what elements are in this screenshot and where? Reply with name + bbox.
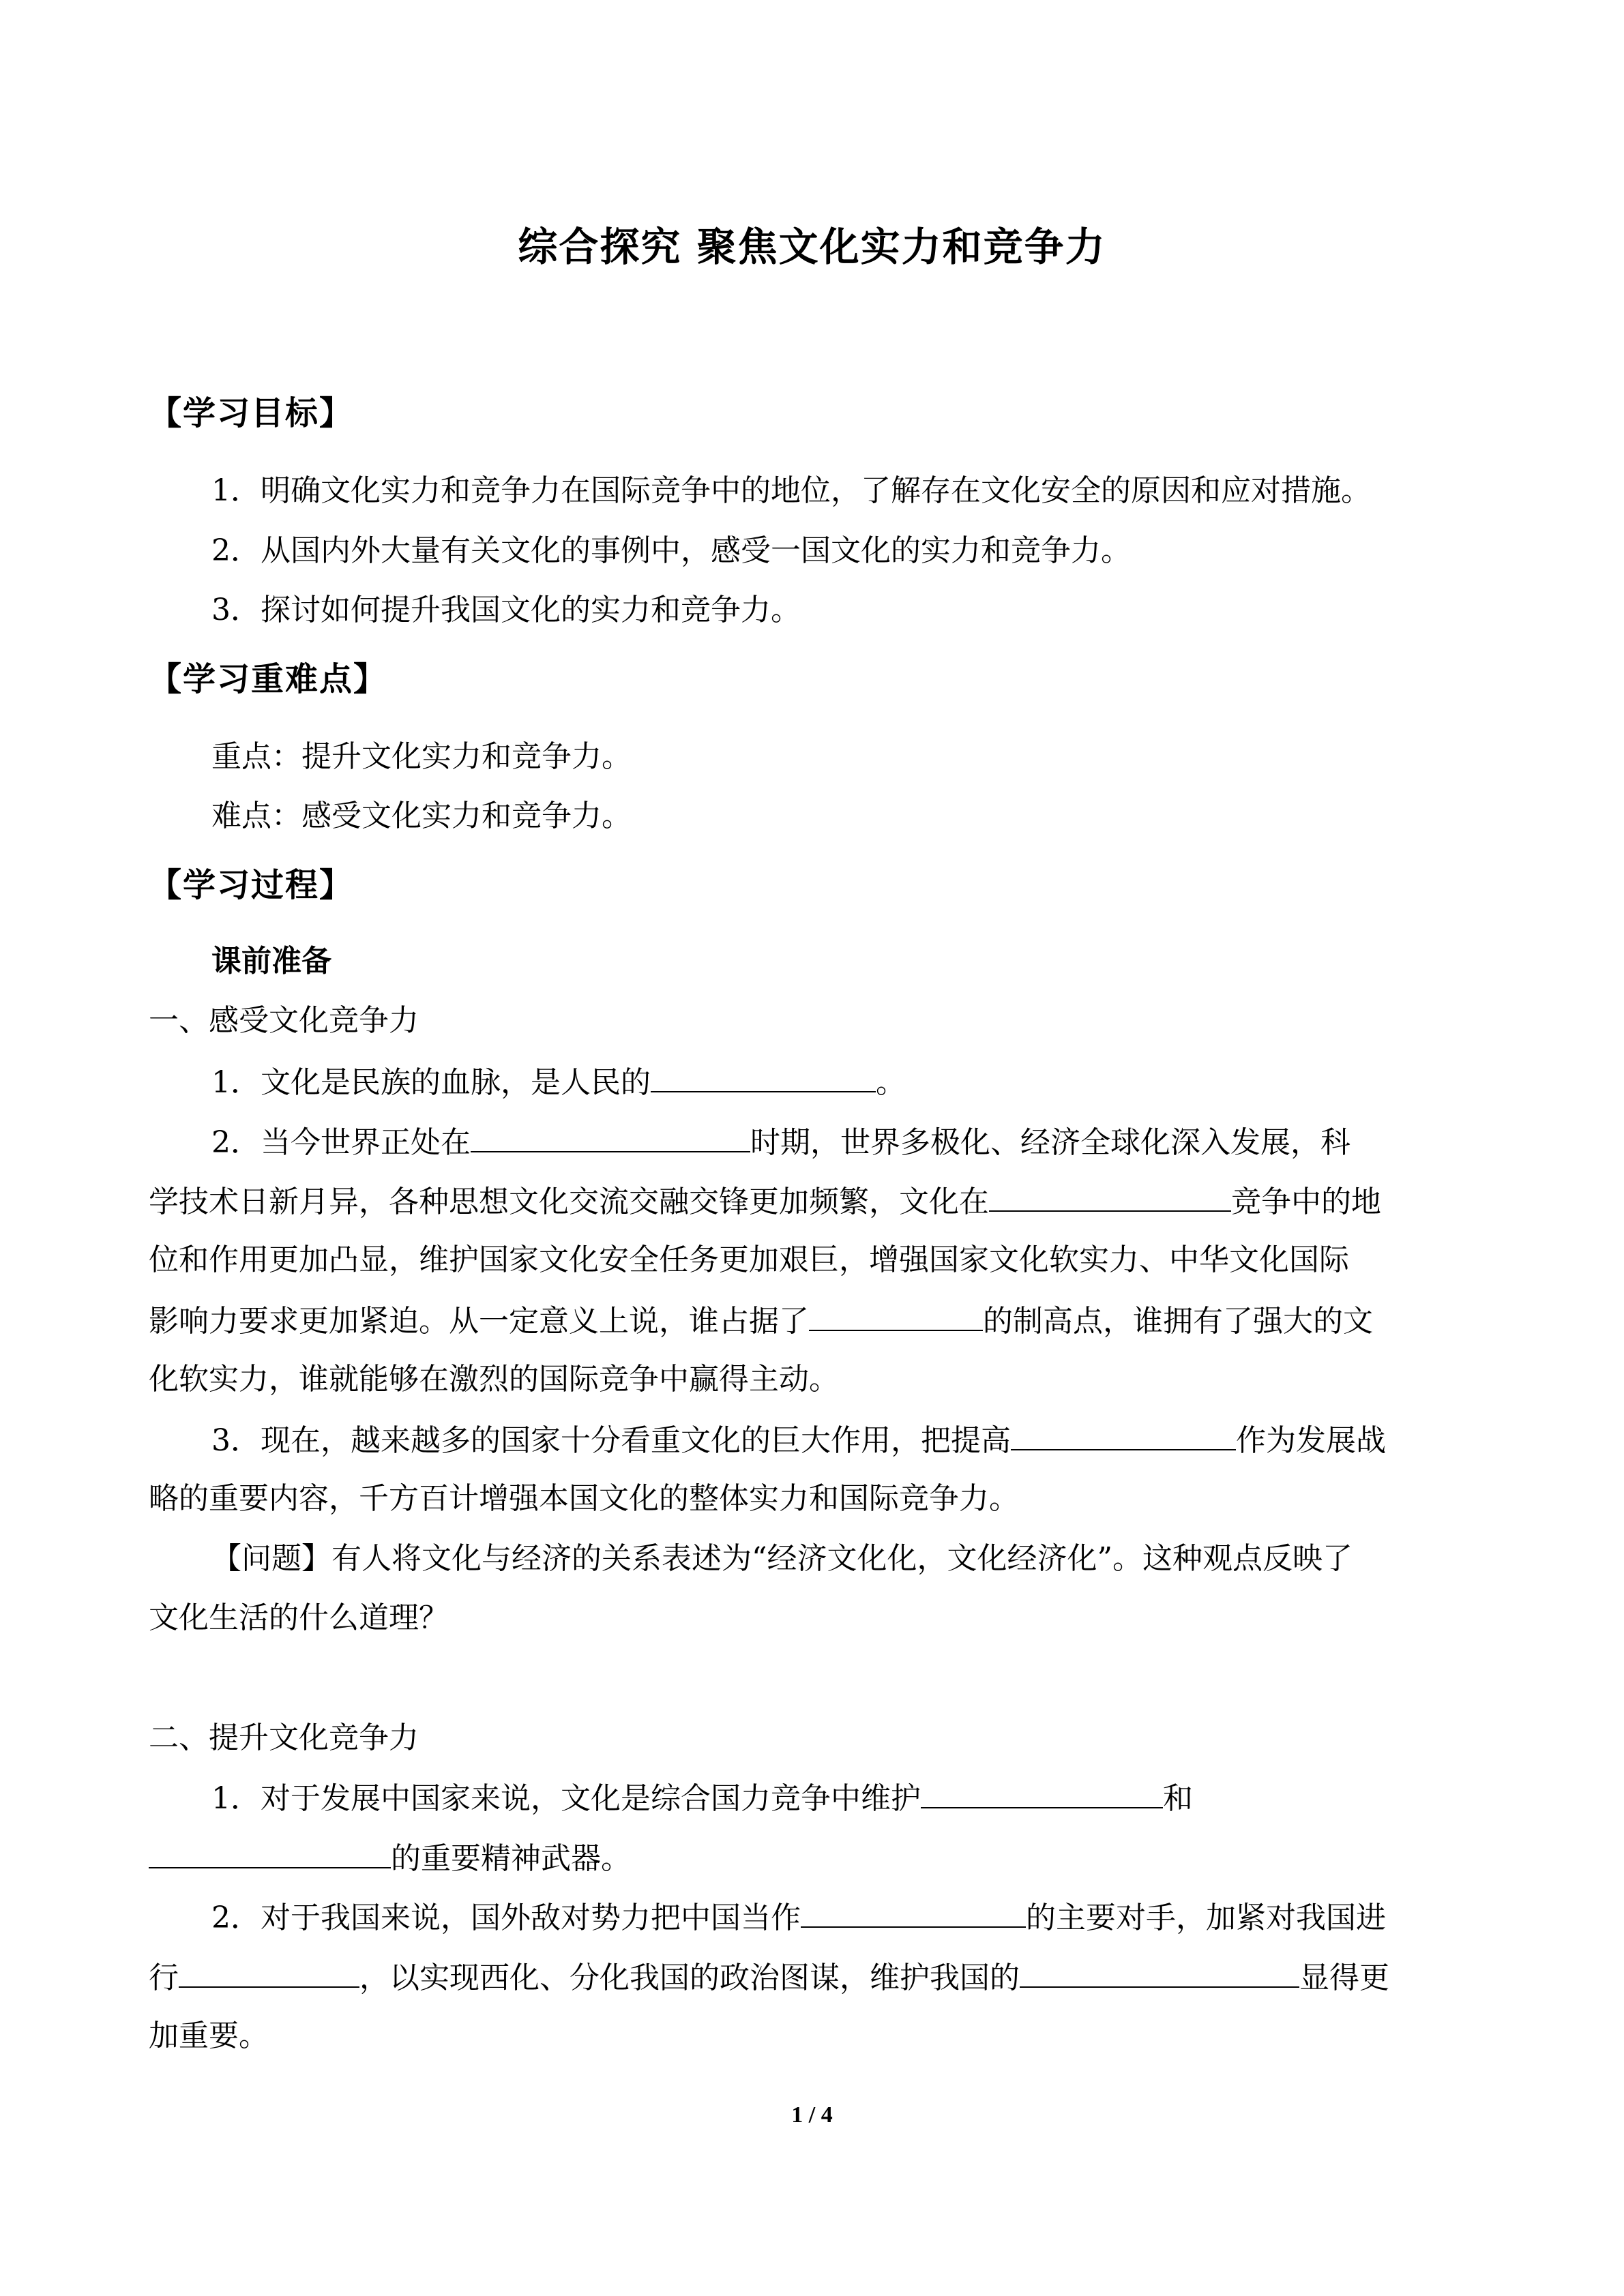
s1-q2-line5: 化软实力，谁就能够在激烈的国际竞争中赢得主动。 <box>149 1362 839 1397</box>
question-line2: 文化生活的什么道理？ <box>149 1600 449 1635</box>
section1-title: 一、感受文化竞争力 <box>149 1003 419 1038</box>
objectives-heading: 【学习目标】 <box>149 394 354 432</box>
s1-q1: 1．文化是民族的血脉，是人民的 。 <box>211 1061 1475 1103</box>
s2-q1-line2: 的重要精神武器。 <box>149 1837 1475 1879</box>
key-point: 重点：提升文化实力和竞争力。 <box>211 739 632 774</box>
s1-q2-line4: 影响力要求更加紧迫。从一定意义上说，谁占据了 的制高点，谁拥有了强大的文 <box>149 1300 1475 1342</box>
prep-subheading: 课前准备 <box>211 944 331 979</box>
page-number: 1 / 4 <box>791 2102 833 2128</box>
s2-q2-line2: 行 ，以实现西化、分化我国的政治图谋，维护我国的 显得更 <box>149 1956 1475 1999</box>
s1-q3-line1: 3．现在，越来越多的国家十分看重文化的巨大作用，把提高 作为发展战 <box>211 1419 1475 1461</box>
objective-3: 3．探讨如何提升我国文化的实力和竞争力。 <box>211 593 801 627</box>
answer-blank[interactable] <box>801 1896 1026 1928</box>
answer-blank[interactable] <box>651 1061 876 1092</box>
s1-q3-line2: 略的重要内容，千方百计增强本国文化的整体实力和国际竞争力。 <box>149 1481 1019 1516</box>
answer-blank[interactable] <box>471 1121 750 1152</box>
objective-1: 1．明确文化实力和竞争力在国际竞争中的地位，了解存在文化安全的原因和应对措施。 <box>211 473 1371 508</box>
s2-q2-line3: 加重要。 <box>149 2018 269 2053</box>
answer-blank[interactable] <box>1011 1419 1236 1450</box>
answer-blank[interactable] <box>149 1837 391 1868</box>
answer-blank[interactable] <box>809 1300 983 1331</box>
answer-blank[interactable] <box>1020 1956 1299 1988</box>
answer-blank[interactable] <box>179 1956 359 1988</box>
s1-q2-line3: 位和作用更加凸显，维护国家文化安全任务更加艰巨，增强国家文化软实力、中华文化国际 <box>149 1242 1349 1277</box>
keypoints-heading: 【学习重难点】 <box>149 660 388 698</box>
difficult-point: 难点：感受文化实力和竞争力。 <box>211 799 632 833</box>
process-heading: 【学习过程】 <box>149 866 354 904</box>
answer-blank[interactable] <box>989 1180 1231 1212</box>
s1-q2-line1: 2．当今世界正处在 时期，世界多极化、经济全球化深入发展，科 <box>211 1121 1475 1163</box>
answer-blank[interactable] <box>921 1777 1163 1808</box>
question-line1: 【问题】有人将文化与经济的关系表述为“经济文化化，文化经济化”。这种观点反映了 <box>211 1541 1353 1576</box>
objective-2: 2．从国内外大量有关文化的事例中，感受一国文化的实力和竞争力。 <box>211 533 1131 568</box>
s1-q2-line2: 学技术日新月异，各种思想文化交流交融交锋更加频繁，文化在 竞争中的地 <box>149 1180 1475 1223</box>
s2-q2-line1: 2．对于我国来说，国外敌对势力把中国当作 的主要对手，加紧对我国进 <box>211 1896 1475 1939</box>
s2-q1-line1: 1．对于发展中国家来说，文化是综合国力竞争中维护 和 <box>211 1777 1475 1819</box>
page-title: 综合探究 聚焦文化实力和竞争力 <box>518 224 1106 270</box>
section2-title: 二、提升文化竞争力 <box>149 1720 419 1755</box>
